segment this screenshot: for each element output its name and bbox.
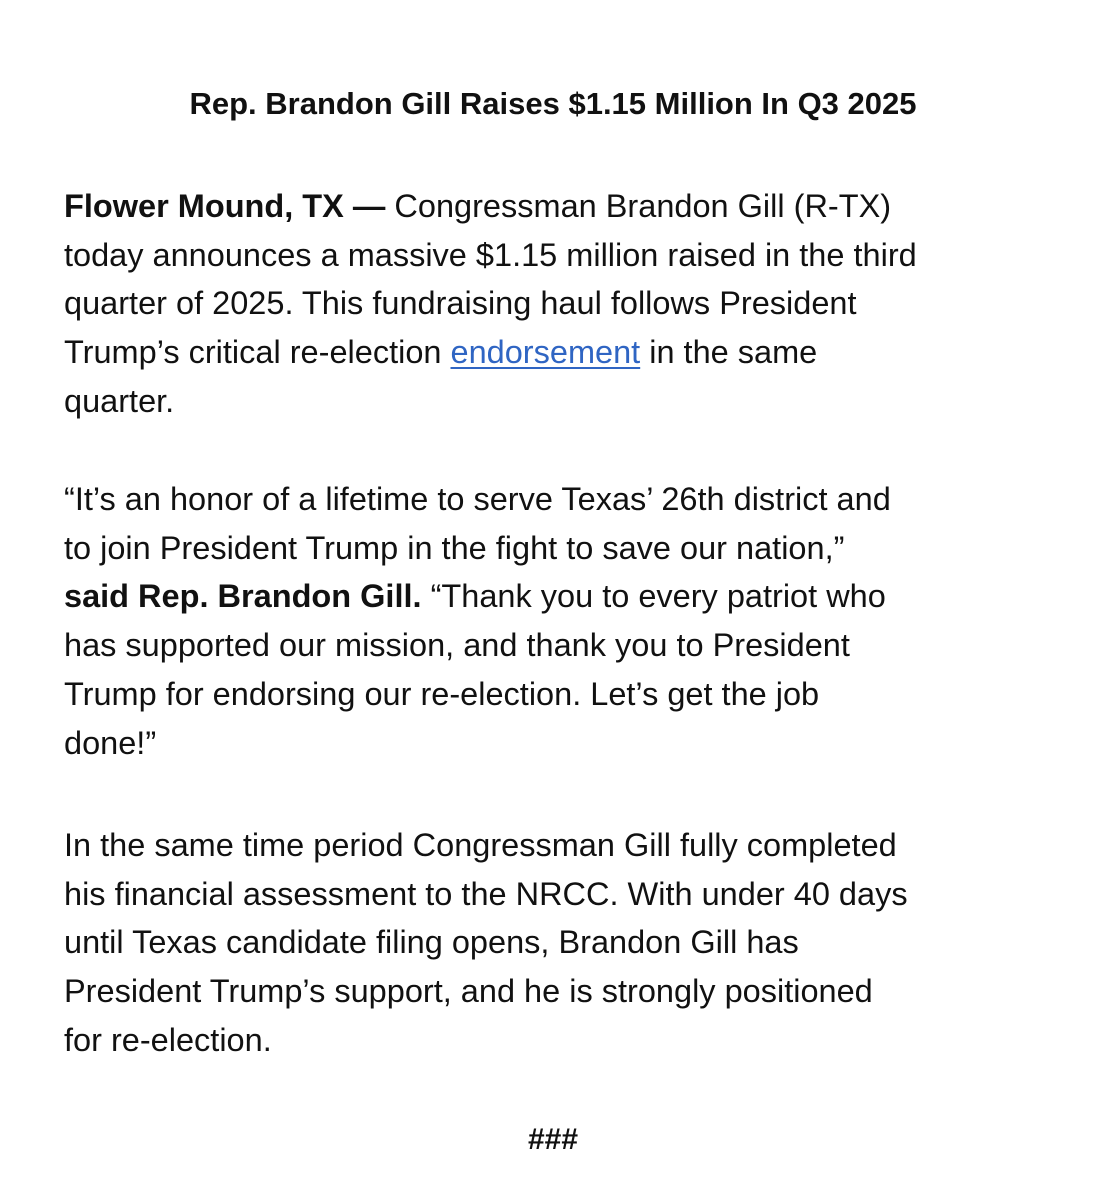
closing-line-3: until Texas candidate filing opens, Brandon Gill has bbox=[64, 924, 799, 961]
intro-line-2: today announces a massive $1.15 million raised in the third bbox=[64, 236, 917, 273]
quote-line-3 bbox=[64, 572, 1054, 621]
end-mark: ### bbox=[527, 1123, 579, 1156]
closing-line-2: his financial assessment to the NRCC. With under 40 days bbox=[64, 875, 908, 912]
dateline: Flower Mound, TX — bbox=[64, 188, 386, 224]
intro-line-4 bbox=[64, 328, 1054, 377]
quote-line-4: has supported our mission, and thank you to President bbox=[64, 627, 850, 664]
quote-line-1: “It’s an honor of a lifetime to serve Texas’ 26th district and bbox=[64, 481, 891, 517]
closing-line-1: In the same time period Congressman Gill fully completed bbox=[64, 827, 897, 863]
intro-line-1-text: Congressman Brandon Gill (R-TX) bbox=[385, 188, 892, 224]
intro-paragraph bbox=[64, 182, 1054, 426]
quote-line-5: Trump for endorsing our re-election. Let’s get the job bbox=[64, 675, 820, 712]
endorsement-link[interactable]: endorsement bbox=[450, 334, 641, 371]
intro-line-4-text-before: Trump’s critical re-election bbox=[64, 334, 451, 371]
quote-paragraph bbox=[64, 475, 1054, 767]
headline: Rep. Brandon Gill Raises $1.15 Million In Q3 2025 bbox=[189, 86, 917, 121]
intro-line-3: quarter of 2025. This fundraising haul follows President bbox=[64, 285, 857, 322]
quote-attribution: said Rep. Brandon Gill. bbox=[64, 578, 422, 615]
quote-line-6: done!” bbox=[64, 724, 157, 761]
intro-line-1 bbox=[64, 182, 1054, 231]
quote-line-3-text: “Thank you to every patriot who bbox=[421, 578, 886, 615]
closing-line-4: President Trump’s support, and he is strongly positioned bbox=[64, 973, 873, 1010]
quote-line-2: to join President Trump in the fight to save our nation,” bbox=[64, 529, 845, 566]
intro-line-4-text-after: in the same bbox=[640, 334, 818, 371]
closing-line-5: for re-election. bbox=[64, 1021, 272, 1058]
closing-paragraph bbox=[64, 821, 1054, 1065]
intro-line-5: quarter. bbox=[64, 382, 175, 419]
